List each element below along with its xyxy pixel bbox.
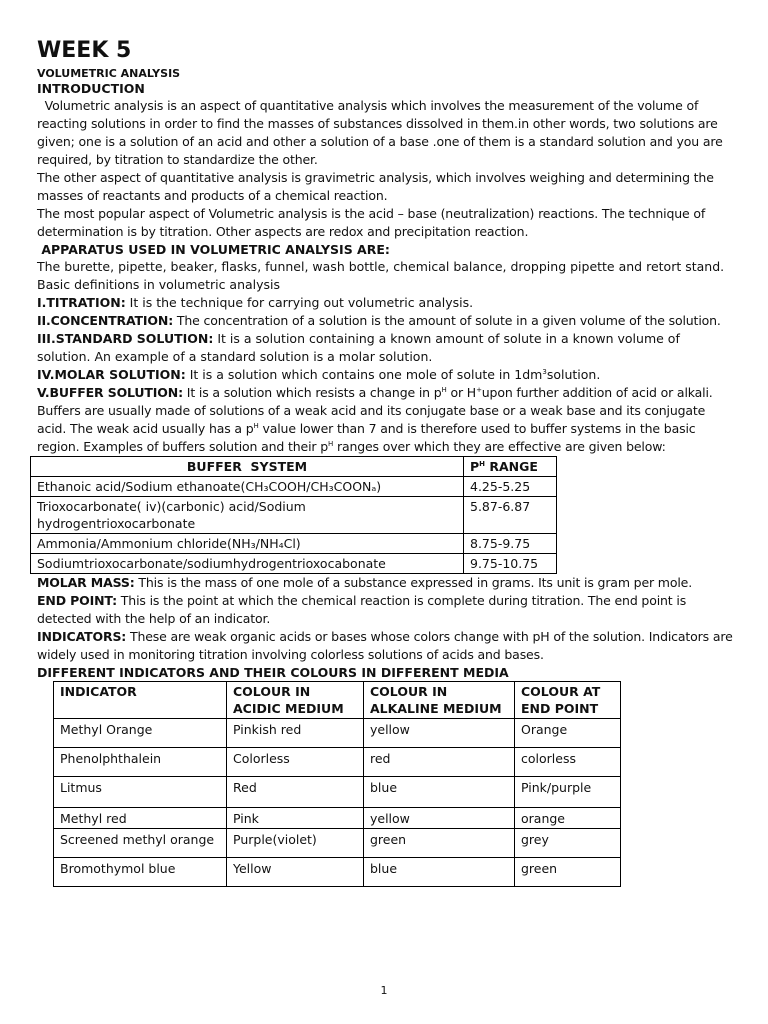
apparatus-text: The burette, pipette, beaker, flasks, funnel, wash bottle, chemical balance, dropping pipette and retort stand. (37, 259, 725, 274)
definition-text: It is a solution which resists a change in p (182, 385, 442, 400)
acidic-colour-cell: Yellow (227, 858, 364, 887)
definition-term: END POINT: (37, 593, 117, 608)
table-row (54, 748, 621, 777)
indicator-table (53, 681, 621, 887)
table-header: INDICATOR (54, 682, 227, 719)
definition-term: III.STANDARD SOLUTION: (37, 331, 214, 346)
table-row (54, 829, 621, 858)
buffer-system-cell: Ethanoic acid/Sodium ethanoate(CH₃COOH/CH₃COONₐ) (31, 477, 464, 497)
table-row (54, 777, 621, 808)
definition-concentration (37, 312, 737, 330)
table-header-row (54, 682, 621, 719)
table-header: COLOUR AT END POINT (515, 682, 621, 719)
intro-paragraph: Volumetric analysis is an aspect of quantitative analysis which involves the measurement of the volume of reacting solutions in order to find the masses of substances dissolved in them.in other words, two solutions are given; one is a solution of an acid and other a solution of a base .one of them is a standard solution and you are required, by titration to standardize the other. (37, 98, 727, 167)
table-header-row (31, 457, 557, 477)
definition-indicators (37, 628, 737, 664)
table-row (31, 554, 557, 574)
indicator-name-cell: Litmus (54, 777, 227, 808)
intro-heading: INTRODUCTION (37, 81, 145, 96)
indicator-name-cell: Bromothymol blue (54, 858, 227, 887)
acidic-colour-cell: Purple(violet) (227, 829, 364, 858)
alkaline-colour-cell: green (364, 829, 515, 858)
end-point-colour-cell: Pink/purple (515, 777, 621, 808)
definition-term: MOLAR MASS: (37, 575, 135, 590)
ph-range-cell: 5.87-6.87 (464, 497, 557, 534)
table-row (54, 719, 621, 748)
alkaline-colour-cell: yellow (364, 808, 515, 829)
intro-paragraph: The most popular aspect of Volumetric analysis is the acid – base (neutralization) reactions. The technique of determination is by titration. Other aspects are redox and precipitation reaction. (37, 206, 706, 239)
alkaline-colour-cell: blue (364, 858, 515, 887)
indicator-name-cell: Phenolphthalein (54, 748, 227, 777)
definition-text: These are weak organic acids or bases whose colors change with pH of the solution. Indicators are widely used in monitoring titration involving colorless solutions of acids and bases. (37, 629, 733, 662)
definition-text: value lower than 7 and is therefore used to buffer systems in the basic region. Examples of buffers solution and their p (37, 421, 696, 454)
definition-text: It is a solution containing a known amount of solute in a known volume of solution. An example of a standard solution is a molar solution. (37, 331, 680, 364)
table-row (31, 477, 557, 497)
definition-buffer-solution (37, 384, 737, 456)
superscript: + (476, 386, 482, 394)
apparatus-heading: APPARATUS USED IN VOLUMETRIC ANALYSIS ARE: (37, 242, 390, 257)
end-point-colour-cell: colorless (515, 748, 621, 777)
table-header (464, 457, 557, 477)
header-text: RANGE (485, 459, 538, 474)
table-header: COLOUR IN ALKALINE MEDIUM (364, 682, 515, 719)
buffer-system-cell: Ammonia/Ammonium chloride(NH₃/NH₄Cl) (31, 534, 464, 554)
definition-molar-solution (37, 366, 737, 384)
definition-term: IV.MOLAR SOLUTION: (37, 367, 186, 382)
document-page (37, 38, 737, 887)
definition-term: V.BUFFER SOLUTION: (37, 385, 183, 400)
definition-text: It is a solution which contains one mole of solute in 1dm (185, 367, 543, 382)
definition-text: This is the point at which the chemical reaction is complete during titration. The end point is detected with the help of an indicator. (37, 593, 687, 626)
end-point-colour-cell: green (515, 858, 621, 887)
acidic-colour-cell: Red (227, 777, 364, 808)
definition-text: It is the technique for carrying out volumetric analysis. (125, 295, 474, 310)
page-title: WEEK 5 (37, 38, 132, 63)
page-number: 1 (380, 984, 388, 997)
acidic-colour-cell: Colorless (227, 748, 364, 777)
indicator-name-cell: Screened methyl orange (54, 829, 227, 858)
definition-titration (37, 294, 737, 312)
definition-text: This is the mass of one mole of a substance expressed in grams. Its unit is gram per mole. (134, 575, 693, 590)
indicator-name-cell: Methyl red (54, 808, 227, 829)
definition-molar-mass (37, 574, 737, 592)
buffer-table (30, 456, 557, 574)
table-row (54, 858, 621, 887)
definition-standard-solution (37, 330, 737, 366)
header-text: P (470, 459, 480, 474)
table-row (31, 534, 557, 554)
definition-term: I.TITRATION: (37, 295, 126, 310)
table-row (31, 497, 557, 534)
ph-range-cell: 9.75-10.75 (464, 554, 557, 574)
definition-end-point (37, 592, 737, 628)
acidic-colour-cell: Pink (227, 808, 364, 829)
superscript: 3 (542, 368, 547, 376)
definition-term: INDICATORS: (37, 629, 127, 644)
intro-paragraph: The other aspect of quantitative analysis is gravimetric analysis, which involves weighing and determining the masses of reactants and products of a chemical reaction. (37, 170, 714, 203)
basic-definitions-text: Basic definitions in volumetric analysis (37, 277, 281, 292)
buffer-system-cell: Trioxocarbonate( iv)(carbonic) acid/Sodium hydrogentrioxocarbonate (31, 497, 464, 534)
alkaline-colour-cell: yellow (364, 719, 515, 748)
definition-term: II.CONCENTRATION: (37, 313, 174, 328)
alkaline-colour-cell: blue (364, 777, 515, 808)
indicator-table-heading: DIFFERENT INDICATORS AND THEIR COLOURS IN DIFFERENT MEDIA (37, 665, 509, 680)
definition-text: or H (446, 385, 477, 400)
table-header: BUFFER SYSTEM (31, 457, 464, 477)
end-point-colour-cell: Orange (515, 719, 621, 748)
acidic-colour-cell: Pinkish red (227, 719, 364, 748)
ph-range-cell: 4.25-5.25 (464, 477, 557, 497)
definition-text: ranges over which they are effective are given below: (333, 439, 666, 454)
definition-text: solution. (546, 367, 601, 382)
indicator-name-cell: Methyl Orange (54, 719, 227, 748)
table-row (54, 808, 621, 829)
table-header: COLOUR IN ACIDIC MEDIUM (227, 682, 364, 719)
superscript: H (479, 460, 486, 468)
buffer-system-cell: Sodiumtrioxocarbonate/sodiumhydrogentrioxocabonate (31, 554, 464, 574)
end-point-colour-cell: grey (515, 829, 621, 858)
superscript: H (441, 386, 447, 394)
definition-text: The concentration of a solution is the amount of solute in a given volume of the solution. (173, 313, 721, 328)
page-subtitle: VOLUMETRIC ANALYSIS (37, 67, 181, 80)
superscript: H (328, 440, 334, 448)
superscript: H (253, 422, 259, 430)
end-point-colour-cell: orange (515, 808, 621, 829)
definition-text: upon further addition of acid or alkali. Buffers are usually made of solutions of a weak acid and its conjugate base or a weak base and its conjugate acid. The weak acid usually has a p (37, 385, 713, 436)
alkaline-colour-cell: red (364, 748, 515, 777)
ph-range-cell: 8.75-9.75 (464, 534, 557, 554)
